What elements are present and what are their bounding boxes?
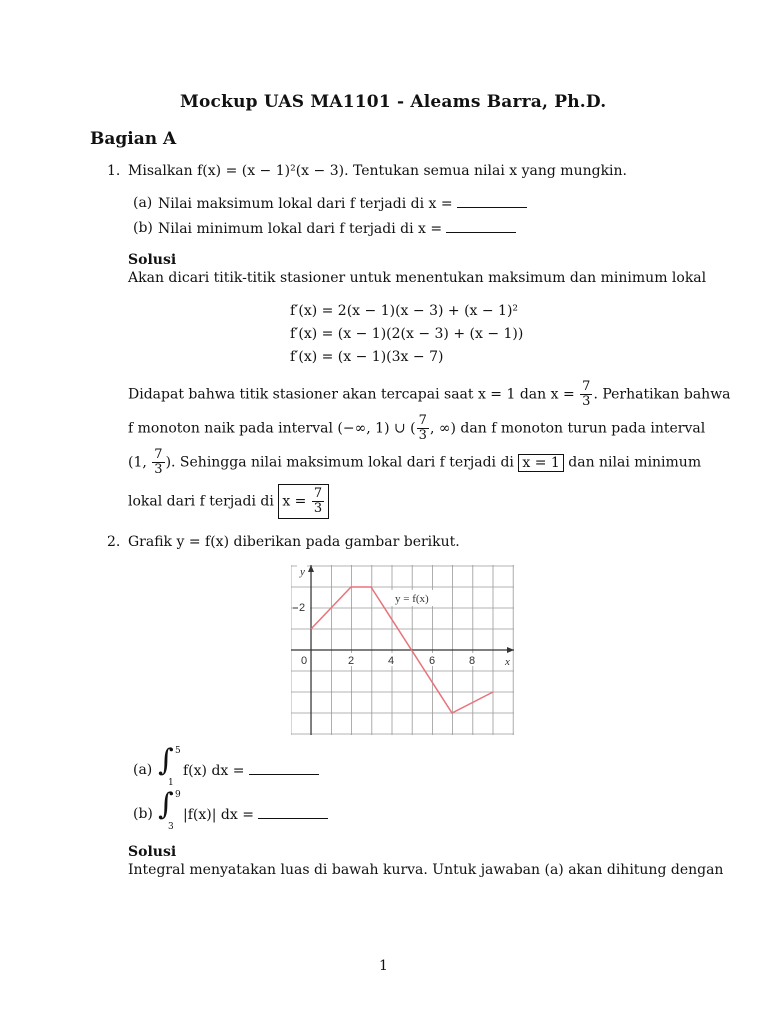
q1-b-label: (b) [133, 220, 153, 236]
q1-p3b: ). Sehingga nilai maksimum lokal dari f terjadi di [165, 454, 514, 471]
integral-sign: ∫ [158, 743, 174, 778]
q2-a-answer-blank[interactable] [249, 762, 319, 775]
q1-p3a: (1, [128, 454, 147, 471]
answer-box-min-text: x = [282, 493, 307, 510]
upper-limit: 5 [175, 746, 181, 756]
q1-number: 1. [107, 163, 121, 179]
lower-limit: 1 [168, 778, 174, 788]
q2-b-integrand: |f(x)| dx = [183, 807, 254, 823]
q2-b-expression [183, 806, 328, 823]
q1-prompt: Misalkan f(x) = (x − 1)²(x − 3). Tentukan semua nilai x yang mungkin. [128, 163, 628, 179]
q1-equation-3: f′(x) = (x − 1)(3x − 7) [290, 349, 444, 365]
section-heading: Bagian A [90, 129, 177, 149]
fraction-numerator: 7 [418, 413, 427, 428]
q1-p4a: lokal dari f terjadi di [128, 493, 274, 510]
q1-b-item [158, 220, 516, 237]
fraction-seven-thirds [312, 487, 324, 516]
q2-b-integral [158, 787, 181, 832]
answer-box-max: x = 1 [518, 454, 563, 472]
q1-paragraph-line-2 [128, 414, 705, 443]
q1-equation-2: f′(x) = (x − 1)(2(x − 3) + (x − 1)) [290, 326, 524, 342]
integral-sign: ∫ [158, 787, 174, 822]
q2-b-answer-blank[interactable] [258, 806, 328, 819]
q1-a-answer-blank[interactable] [457, 195, 527, 208]
q1-a-label: (a) [133, 195, 153, 211]
q2-solusi-heading: Solusi [128, 844, 177, 860]
q1-b-answer-blank[interactable] [446, 220, 516, 233]
q2-solusi-text: Integral menyatakan luas di bawah kurva. Untuk jawaban (a) akan dihitung dengan [128, 862, 724, 878]
q1-p1b: . Perhatikan bahwa [593, 386, 731, 403]
q2-b-label: (b) [133, 806, 153, 822]
q1-a-text: Nilai maksimum lokal dari f terjadi di x = [158, 196, 453, 212]
fraction-denominator: 3 [418, 428, 427, 443]
q1-p1a: Didapat bahwa titik stasioner akan tercapai saat x = 1 dan x = [128, 386, 575, 403]
fraction-seven-thirds [152, 448, 164, 477]
q1-b-text: Nilai minimum lokal dari f terjadi di x = [158, 221, 443, 237]
q2-a-label: (a) [133, 762, 153, 778]
y-axis-label: y [300, 566, 305, 578]
function-graph [291, 565, 514, 735]
x-tick-label: 8 [469, 655, 476, 667]
origin-label: 0 [301, 655, 308, 667]
q1-equation-1: f′(x) = 2(x − 1)(x − 3) + (x − 1)² [290, 303, 519, 319]
fraction-numerator: 7 [154, 447, 163, 462]
q2-a-expression [183, 762, 319, 779]
fraction-denominator: 3 [313, 501, 323, 516]
fraction-numerator: 7 [313, 486, 323, 501]
q1-p2b: , ∞) dan f monoton turun pada interval [429, 420, 706, 437]
y-tick-label: 2 [299, 602, 306, 614]
lower-limit: 3 [168, 822, 174, 832]
upper-limit: 9 [175, 790, 181, 800]
page-title: Mockup UAS MA1101 - Aleams Barra, Ph.D. [180, 92, 607, 112]
fraction-denominator: 3 [154, 462, 163, 477]
x-axis-label: x [505, 656, 510, 668]
answer-box-min [278, 484, 329, 519]
q2-a-integral [158, 743, 181, 788]
q1-paragraph-line-3 [128, 448, 701, 477]
x-tick-label: 4 [388, 655, 395, 667]
fraction-numerator: 7 [582, 379, 591, 394]
x-tick-label: 2 [348, 655, 355, 667]
fraction-seven-thirds [580, 380, 592, 409]
x-tick-label: 6 [429, 655, 436, 667]
q1-solusi-intro: Akan dicari titik-titik stasioner untuk menentukan maksimum dan minimum lokal [128, 270, 707, 286]
q2-a-integrand: f(x) dx = [183, 763, 245, 779]
curve-label: y = f(x) [395, 593, 429, 605]
fraction-seven-thirds [417, 414, 429, 443]
q1-solusi-heading: Solusi [128, 252, 177, 268]
q1-p3c: dan nilai minimum [568, 454, 702, 471]
q2-number: 2. [107, 534, 121, 550]
q1-a-item [158, 195, 527, 212]
q1-paragraph-line-1 [128, 380, 731, 409]
q1-paragraph-line-4 [128, 484, 329, 519]
page-number: 1 [379, 958, 388, 974]
fraction-denominator: 3 [582, 394, 591, 409]
q1-p2a: f monoton naik pada interval (−∞, 1) ∪ ( [128, 420, 416, 437]
q2-prompt: Grafik y = f(x) diberikan pada gambar berikut. [128, 534, 460, 550]
